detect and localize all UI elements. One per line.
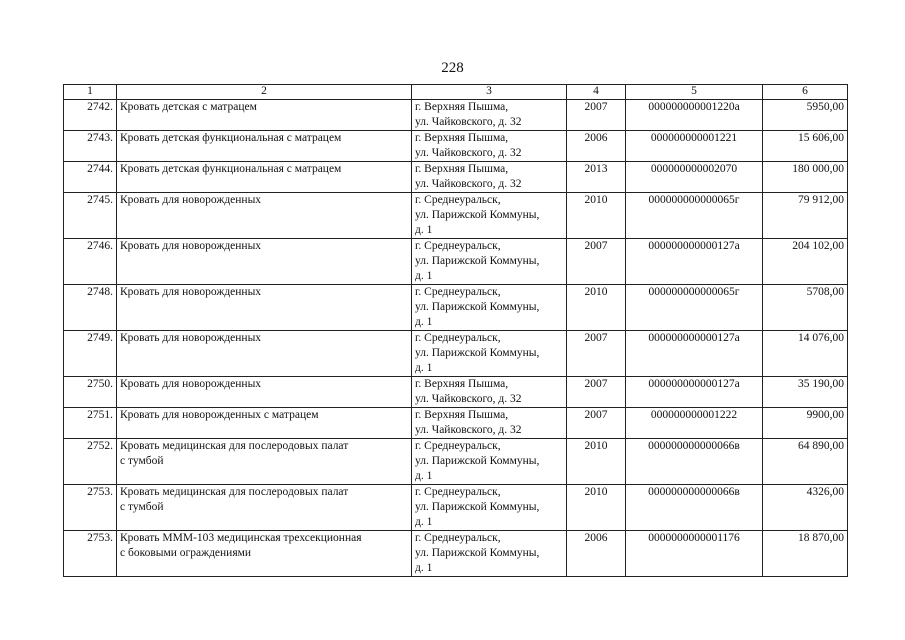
- address-cell-line: г. Среднеуральск,: [415, 194, 501, 206]
- inventory-number-cell: 000000000000066в: [626, 439, 763, 485]
- inventory-number-cell: 000000000000065г: [626, 285, 763, 331]
- row-number-cell: 2753.: [64, 531, 117, 577]
- inventory-number-cell: 000000000001222: [626, 408, 763, 439]
- item-name-cell: [117, 377, 412, 408]
- column-header: 1: [64, 85, 117, 100]
- address-cell: [412, 193, 567, 239]
- item-name-cell: [117, 131, 412, 162]
- address-cell-line: д. 1: [415, 562, 433, 574]
- property-registry-table: [63, 84, 848, 577]
- row-number-cell: 2753.: [64, 485, 117, 531]
- item-name-cell-line: Кровать МММ-103 медицинская трехсекционная: [120, 532, 362, 544]
- item-name-cell-line: Кровать для новорожденных с матрацем: [120, 409, 319, 421]
- column-number-header-row: [64, 85, 848, 100]
- address-cell-line: г. Верхняя Пышма,: [415, 132, 509, 144]
- address-cell-line: г. Среднеуральск,: [415, 286, 501, 298]
- cost-cell: 15 606,00: [763, 131, 848, 162]
- inventory-number-cell: 000000000001220а: [626, 100, 763, 131]
- address-cell-line: г. Верхняя Пышма,: [415, 378, 509, 390]
- cost-cell: 4326,00: [763, 485, 848, 531]
- item-name-cell-line: Кровать детская функциональная с матрацем: [120, 163, 342, 175]
- address-cell: [412, 100, 567, 131]
- column-header: 2: [117, 85, 412, 100]
- address-cell: [412, 377, 567, 408]
- inventory-number-cell: 000000000000127а: [626, 239, 763, 285]
- address-cell-line: г. Среднеуральск,: [415, 332, 501, 344]
- table-row: [64, 193, 848, 239]
- address-cell-line: д. 1: [415, 362, 433, 374]
- address-cell: [412, 162, 567, 193]
- inventory-number-cell: 000000000000127а: [626, 377, 763, 408]
- cost-cell: 5950,00: [763, 100, 848, 131]
- year-cell: 2007: [567, 377, 626, 408]
- address-cell-line: д. 1: [415, 224, 433, 236]
- table-row: [64, 131, 848, 162]
- address-cell-line: ул. Парижской Коммуны,: [415, 347, 540, 359]
- row-number-cell: 2751.: [64, 408, 117, 439]
- address-cell-line: д. 1: [415, 270, 433, 282]
- address-cell: [412, 239, 567, 285]
- item-name-cell: [117, 239, 412, 285]
- item-name-cell-line: Кровать для новорожденных: [120, 194, 262, 206]
- address-cell-line: ул. Парижской Коммуны,: [415, 255, 540, 267]
- address-cell: [412, 531, 567, 577]
- item-name-cell-line: Кровать детская функциональная с матрацем: [120, 132, 342, 144]
- row-number-cell: 2743.: [64, 131, 117, 162]
- table-row: [64, 162, 848, 193]
- year-cell: 2010: [567, 285, 626, 331]
- table-row: [64, 408, 848, 439]
- year-cell: 2006: [567, 531, 626, 577]
- address-cell: [412, 285, 567, 331]
- item-name-cell: [117, 439, 412, 485]
- address-cell-line: г. Среднеуральск,: [415, 440, 501, 452]
- table-row: [64, 531, 848, 577]
- address-cell-line: ул. Парижской Коммуны,: [415, 501, 540, 513]
- inventory-number-cell: 000000000000066в: [626, 485, 763, 531]
- cost-cell: 64 890,00: [763, 439, 848, 485]
- row-number-cell: 2746.: [64, 239, 117, 285]
- cost-cell: 14 076,00: [763, 331, 848, 377]
- table-row: [64, 439, 848, 485]
- column-header: 3: [412, 85, 567, 100]
- cost-cell: 9900,00: [763, 408, 848, 439]
- address-cell-line: г. Среднеуральск,: [415, 486, 501, 498]
- address-cell-line: ул. Парижской Коммуны,: [415, 547, 540, 559]
- item-name-cell-line: Кровать медицинская для послеродовых палат: [120, 440, 349, 452]
- row-number-cell: 2749.: [64, 331, 117, 377]
- item-name-cell-line: Кровать детская с матрацем: [120, 101, 257, 113]
- address-cell: [412, 439, 567, 485]
- item-name-cell: [117, 285, 412, 331]
- address-cell-line: г. Верхняя Пышма,: [415, 409, 509, 421]
- address-cell-line: г. Среднеуральск,: [415, 532, 501, 544]
- row-number-cell: 2748.: [64, 285, 117, 331]
- address-cell-line: ул. Чайковского, д. 32: [415, 178, 522, 190]
- address-cell-line: ул. Парижской Коммуны,: [415, 301, 540, 313]
- row-number-cell: 2750.: [64, 377, 117, 408]
- address-cell-line: ул. Чайковского, д. 32: [415, 393, 522, 405]
- cost-cell: 5708,00: [763, 285, 848, 331]
- inventory-number-cell: 000000000002070: [626, 162, 763, 193]
- year-cell: 2010: [567, 193, 626, 239]
- item-name-cell: [117, 331, 412, 377]
- address-cell: [412, 331, 567, 377]
- column-header: 6: [763, 85, 848, 100]
- year-cell: 2010: [567, 485, 626, 531]
- cost-cell: 35 190,00: [763, 377, 848, 408]
- address-cell-line: ул. Парижской Коммуны,: [415, 455, 540, 467]
- address-cell-line: д. 1: [415, 316, 433, 328]
- address-cell: [412, 408, 567, 439]
- address-cell-line: г. Верхняя Пышма,: [415, 163, 509, 175]
- address-cell: [412, 131, 567, 162]
- inventory-number-cell: 0000000000001176: [626, 531, 763, 577]
- column-header: 4: [567, 85, 626, 100]
- table-row: [64, 239, 848, 285]
- address-cell-line: ул. Чайковского, д. 32: [415, 147, 522, 159]
- table-row: [64, 377, 848, 408]
- item-name-cell-line: Кровать для новорожденных: [120, 378, 262, 390]
- year-cell: 2007: [567, 408, 626, 439]
- cost-cell: 180 000,00: [763, 162, 848, 193]
- year-cell: 2006: [567, 131, 626, 162]
- year-cell: 2010: [567, 439, 626, 485]
- address-cell-line: ул. Чайковского, д. 32: [415, 116, 522, 128]
- item-name-cell-line: с тумбой: [120, 455, 164, 467]
- address-cell-line: г. Среднеуральск,: [415, 240, 501, 252]
- address-cell-line: ул. Парижской Коммуны,: [415, 209, 540, 221]
- item-name-cell: [117, 100, 412, 131]
- year-cell: 2007: [567, 100, 626, 131]
- year-cell: 2013: [567, 162, 626, 193]
- item-name-cell-line: Кровать для новорожденных: [120, 332, 262, 344]
- item-name-cell: [117, 485, 412, 531]
- item-name-cell-line: Кровать для новорожденных: [120, 286, 262, 298]
- item-name-cell: [117, 408, 412, 439]
- address-cell-line: д. 1: [415, 516, 433, 528]
- item-name-cell-line: Кровать медицинская для послеродовых палат: [120, 486, 349, 498]
- row-number-cell: 2752.: [64, 439, 117, 485]
- item-name-cell-line: Кровать для новорожденных: [120, 240, 262, 252]
- year-cell: 2007: [567, 239, 626, 285]
- table-body: [64, 100, 848, 577]
- table-row: [64, 100, 848, 131]
- year-cell: 2007: [567, 331, 626, 377]
- table-row: [64, 331, 848, 377]
- inventory-number-cell: 000000000000065г: [626, 193, 763, 239]
- table-row: [64, 285, 848, 331]
- address-cell: [412, 485, 567, 531]
- cost-cell: 18 870,00: [763, 531, 848, 577]
- row-number-cell: 2742.: [64, 100, 117, 131]
- item-name-cell-line: с тумбой: [120, 501, 164, 513]
- table-row: [64, 485, 848, 531]
- inventory-number-cell: 000000000001221: [626, 131, 763, 162]
- item-name-cell-line: с боковыми ограждениями: [120, 547, 252, 559]
- cost-cell: 79 912,00: [763, 193, 848, 239]
- column-header: 5: [626, 85, 763, 100]
- address-cell-line: д. 1: [415, 470, 433, 482]
- row-number-cell: 2744.: [64, 162, 117, 193]
- page-number: 228: [441, 60, 464, 76]
- inventory-number-cell: 000000000000127а: [626, 331, 763, 377]
- item-name-cell: [117, 193, 412, 239]
- cost-cell: 204 102,00: [763, 239, 848, 285]
- item-name-cell: [117, 162, 412, 193]
- address-cell-line: г. Верхняя Пышма,: [415, 101, 509, 113]
- address-cell-line: ул. Чайковского, д. 32: [415, 424, 522, 436]
- item-name-cell: [117, 531, 412, 577]
- row-number-cell: 2745.: [64, 193, 117, 239]
